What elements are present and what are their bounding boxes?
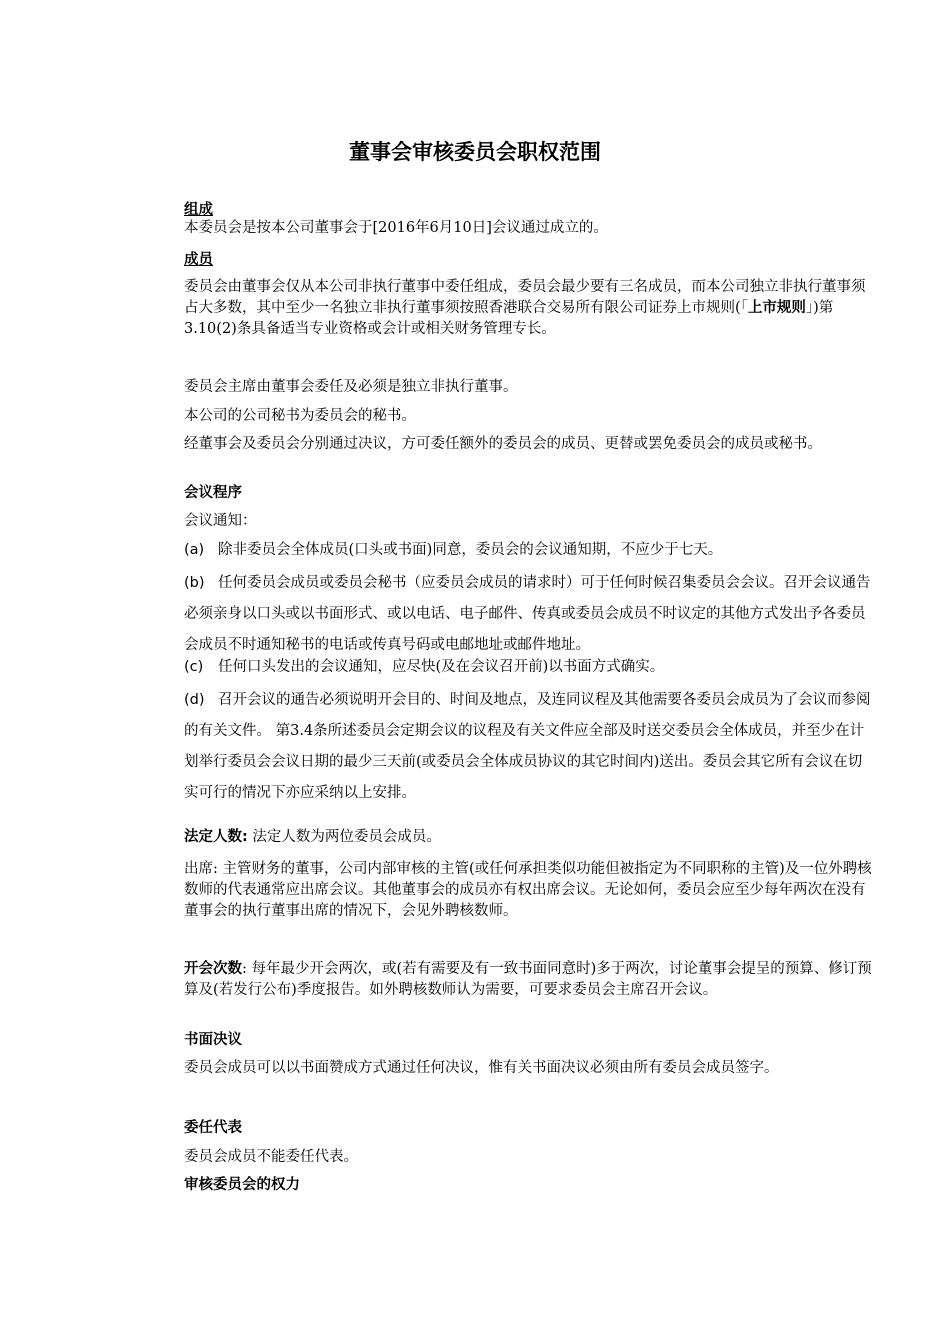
members-p1-end: 」)第3.10(2)条具备适当专业资格或会计或相关财务管理专长。 (184, 300, 834, 337)
heading-powers: 审核委员会的权力 (184, 1177, 300, 1193)
procedure-item-a (184, 540, 874, 561)
item-c-text: 任何口头发出的会议通知，应尽快(及在会议召开前)以书面方式确实。 (218, 659, 665, 675)
attendance-paragraph: 出席: 主管财务的董事，公司内部审核的主管(或任何承担类似功能但被指定为不同职称的主管)及一位外聘核数师的代表通常应出席会议。其他董事会的成员亦有权出席会议。无论如何，委员会应至少每年两次在没有董事会的执行董事出席的情况下，会见外聘核数师。 (184, 861, 872, 919)
procedure-item-b (184, 568, 874, 661)
item-b-tag: (b) (184, 575, 205, 591)
heading-members: 成员 (184, 252, 213, 268)
written-resolution-text: 委员会成员可以以书面赞成方式通过任何决议，惟有关书面决议必须由所有委员会成员签字。 (184, 1060, 779, 1076)
quorum-text: 法定人数为两位委员会成员。 (247, 829, 441, 845)
quorum-label: 法定人数: (184, 829, 248, 845)
proxy-text: 委员会成员不能委任代表。 (184, 1149, 358, 1165)
frequency-paragraph (184, 959, 874, 1001)
procedure-item-c (184, 657, 874, 678)
item-a-text: 除非委员会全体成员(口头或书面)同意，委员会的会议通知期，不应少于七天。 (218, 542, 723, 558)
item-a-tag: (a) (184, 542, 205, 558)
heading-composition: 组成 (184, 202, 213, 218)
quorum-paragraph (184, 827, 874, 848)
members-paragraph-1 (184, 277, 874, 340)
item-c-tag: (c) (184, 659, 204, 675)
members-p1-bold: 上市规则 (747, 300, 806, 316)
heading-proxy: 委任代表 (184, 1120, 242, 1136)
members-paragraph-4: 经董事会及委员会分别通过决议，方可委任额外的委员会的成员、更替或罢免委员会的成员或秘书。 (184, 436, 822, 452)
heading-written-resolution: 书面决议 (184, 1032, 242, 1048)
frequency-text: : 每年最少开会两次，或(若有需要及有一致书面同意时)多于两次，讨论董事会提呈的预算、修订预算及(若发行公布)季度报告。如外聘核数师认为需要，可要求委员会主席召开会议。 (184, 961, 872, 998)
item-b-text: 任何委员会成员或委员会秘书（应委员会成员的请求时）可于任何时候召集委员会会议。召开会议通告必须亲身以口头或以书面形式、或以电话、电子邮件、传真或委员会成员不时议定的其他方式发出予各委员会成员不时通知秘书的电话或传真号码或电邮地址或邮件地址。 (184, 575, 871, 653)
item-d-tag: (d) (184, 692, 205, 708)
members-paragraph-2: 委员会主席由董事会委任及必须是独立非执行董事。 (184, 379, 518, 395)
notice-label: 会议通知： (184, 513, 257, 529)
item-d-text: 召开会议的通告必须说明开会目的、时间及地点，及连同议程及其他需要各委员会成员为了会议而参阅的有关文件。 第3.4条所述委员会定期会议的议程及有关文件应全部及时送交委员会全体成员，并至少在计划举行委员会会议日期的最少三天前(或委员会全体成员协议的其它时间内)送出。委员会其它所有会议在切实可行的情况下亦应采纳以上安排。 (184, 692, 871, 801)
heading-procedure: 会议程序 (184, 485, 242, 501)
document-title: 董事会审核委员会职权范围 (349, 140, 601, 164)
frequency-label: 开会次数 (184, 961, 242, 977)
members-p1-start: 委员会由董事会仅从本公司非执行董事中委任组成，委员会最少要有三名成员，而本公司独立非执行董事须占大多数，其中至少一名独立非执行董事须按照香港联合交易所有限公司证券上市规则(「 (184, 279, 866, 316)
composition-text: 本委员会是按本公司董事会于[2016年6月10日]会议通过成立的。 (184, 220, 608, 236)
members-paragraph-3: 本公司的公司秘书为委员会的秘书。 (184, 408, 416, 424)
procedure-item-d (184, 685, 874, 809)
